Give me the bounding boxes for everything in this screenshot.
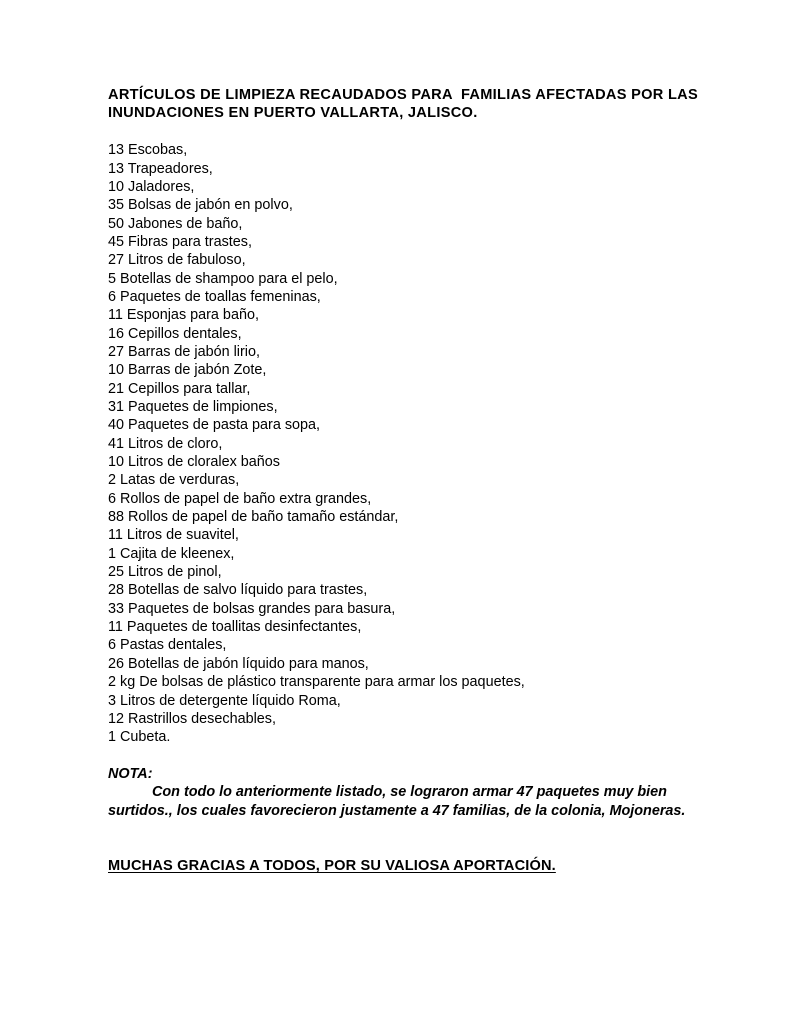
donated-items-list [108, 141, 708, 746]
list-item: 16 Cepillos dentales, [108, 325, 242, 342]
title-list-spacer [108, 123, 708, 141]
note-body: Con todo lo anteriormente listado, se lograron armar 47 paquetes muy bien surtidos., los cuales favorecieron justamente a 47 familias, de la colonia, Mojoneras. [108, 784, 686, 819]
list-item: 1 Cajita de kleenex, [108, 545, 235, 562]
list-item: 2 kg De bolsas de plástico transparente para armar los paquetes, [108, 674, 525, 691]
list-item: 50 Jabones de baño, [108, 215, 243, 232]
list-item: 27 Barras de jabón lirio, [108, 343, 260, 360]
list-item: 27 Litros de fabuloso, [108, 252, 246, 269]
list-item: 12 Rastrillos desechables, [108, 710, 276, 727]
list-item: 25 Litros de pinol, [108, 564, 222, 581]
list-item: 2 Latas de verduras, [108, 472, 240, 489]
list-item: 10 Litros de cloralex baños [108, 454, 280, 471]
list-item: 10 Barras de jabón Zote, [108, 362, 267, 379]
list-item: 11 Esponjas para baño, [108, 307, 259, 324]
list-item: 35 Bolsas de jabón en polvo, [108, 197, 293, 214]
list-item: 13 Trapeadores, [108, 160, 213, 177]
list-item: 11 Litros de suavitel, [108, 527, 239, 544]
list-item: 31 Paquetes de limpiones, [108, 399, 278, 416]
closing-line-wrapper [108, 857, 708, 875]
list-item: 6 Pastas dentales, [108, 637, 227, 654]
closing-statement: MUCHAS GRACIAS A TODOS, POR SU VALIOSA APORTACIÓN. [108, 857, 556, 874]
list-item: 11 Paquetes de toallitas desinfectantes, [108, 619, 362, 636]
document-body [108, 86, 708, 875]
list-item: 41 Litros de cloro, [108, 435, 223, 452]
list-item: 13 Escobas, [108, 142, 188, 159]
list-item: 6 Paquetes de toallas femeninas, [108, 288, 321, 305]
list-item: 40 Paquetes de pasta para sopa, [108, 417, 321, 434]
list-item: 45 Fibras para trastes, [108, 233, 252, 250]
list-item: 3 Litros de detergente líquido Roma, [108, 692, 341, 709]
note-section [108, 765, 708, 820]
note-closing-spacer [108, 820, 708, 857]
list-item: 6 Rollos de papel de baño extra grandes, [108, 490, 372, 507]
note-heading: NOTA: [108, 765, 153, 782]
list-item: 21 Cepillos para tallar, [108, 380, 251, 397]
list-item: 10 Jaladores, [108, 178, 195, 195]
list-item: 26 Botellas de jabón líquido para manos, [108, 655, 369, 672]
list-item: 28 Botellas de salvo líquido para trastes, [108, 582, 368, 599]
page-title: ARTÍCULOS DE LIMPIEZA RECAUDADOS PARA FAMILIAS AFECTADAS POR LAS INUNDACIONES EN PUERTO VALLARTA, JALISCO. [108, 87, 703, 122]
list-note-spacer [108, 747, 708, 765]
list-item: 88 Rollos de papel de baño tamaño estándar, [108, 509, 399, 526]
list-item: 33 Paquetes de bolsas grandes para basura, [108, 600, 396, 617]
list-item: 5 Botellas de shampoo para el pelo, [108, 270, 338, 287]
list-item: 1 Cubeta. [108, 729, 171, 746]
